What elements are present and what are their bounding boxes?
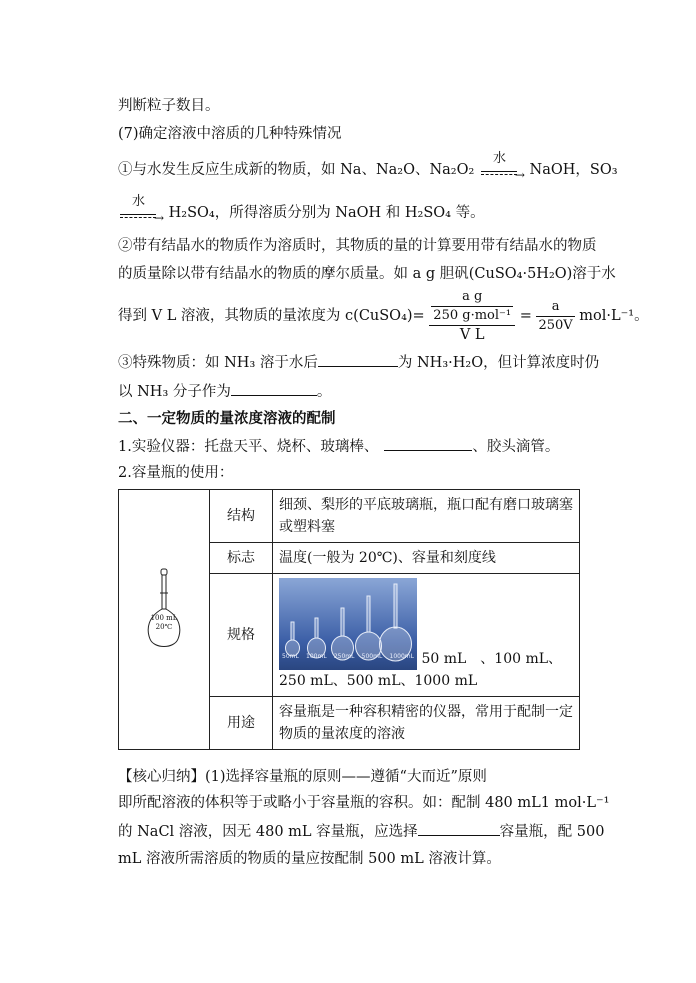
- flask-illustration-cell: [119, 490, 210, 750]
- text: ①与水发生反应生成新的物质，如 Na、Na₂O、Na₂O₂: [118, 162, 475, 178]
- paragraph-fill-2: [118, 381, 331, 402]
- row-label: 规格: [210, 574, 273, 697]
- answer-blank[interactable]: [418, 821, 500, 836]
- text: NaOH，SO₃: [529, 162, 618, 178]
- fraction-simplified: [536, 298, 574, 335]
- text: 。: [316, 384, 332, 400]
- row-content: 温度(一般为 20℃)、容量和刻度线: [273, 543, 580, 574]
- arrow-label: 水: [492, 151, 506, 166]
- row-label: 用途: [210, 697, 273, 750]
- answer-blank[interactable]: [231, 381, 317, 396]
- answer-blank[interactable]: [384, 436, 472, 451]
- text: 的 NaCl 溶液，因无 480 mL 容量瓶，应选择: [118, 824, 418, 840]
- photo-label: 100mL: [306, 653, 327, 660]
- inner-denominator: 250 g·mol⁻¹: [433, 308, 512, 323]
- arrow-label: 水: [132, 194, 146, 209]
- answer-blank[interactable]: [318, 352, 398, 367]
- paragraph: 2.容量瓶的使用：: [118, 465, 234, 481]
- fraction-numerator: [429, 288, 515, 326]
- fraction-numerator: a: [536, 298, 574, 317]
- text: 1.实验仪器：托盘天平、烧杯、玻璃棒、: [118, 439, 379, 455]
- paragraph-reaction-2: [118, 194, 485, 225]
- text: 容量瓶，配 500: [499, 824, 605, 840]
- equals-sign: =: [519, 308, 532, 324]
- photo-label: 500mL: [361, 653, 383, 660]
- fraction-denominator: 250V: [538, 317, 573, 333]
- photo-label: 250mL: [333, 653, 355, 660]
- paragraph: ②带有结晶水的物质作为溶质时，其物质的量的计算要用带有结晶水的物质: [118, 238, 597, 254]
- section-heading: 二、一定物质的量浓度溶液的配制: [118, 411, 336, 427]
- paragraph-fill-1: [118, 352, 599, 373]
- arrow-head-icon: →: [514, 168, 525, 182]
- paragraph: 【核心归纳】(1)选择容量瓶的原则——遵循“大而近”原则: [118, 769, 487, 785]
- row-content: 50 mL 、100 mL、250 mL、500 mL、1000 mL: [279, 651, 563, 689]
- volumetric-flask-table: [118, 489, 580, 750]
- unit: mol·L⁻¹。: [579, 308, 649, 324]
- row-content: 容量瓶是一种容积精密的仪器，常用于配制一定物质的量浓度的溶液: [273, 697, 580, 750]
- text: 以 NH₃ 分子作为: [118, 384, 231, 400]
- paragraph-reaction-1: [118, 151, 618, 182]
- paragraph: 的质量除以带有结晶水的物质的摩尔质量。如 a g 胆矾(CuSO₄·5H₂O)溶于水: [118, 266, 616, 282]
- paragraph: 判断粒子数目。: [118, 98, 220, 114]
- text: 为 NH₃·H₂O，但计算浓度时仍: [397, 355, 600, 371]
- reaction-arrow: [118, 194, 164, 225]
- text: 得到 V L 溶液，其物质的量浓度为 c(CuSO₄)=: [118, 308, 425, 324]
- fraction-denominator: V L: [459, 327, 485, 343]
- paragraph-fill-4: [118, 821, 604, 842]
- table-row: [119, 490, 580, 543]
- paragraph: 即所配溶液的体积等于或略小于容量瓶的容积。如：配制 480 mL1 mol·L⁻¹: [118, 795, 610, 811]
- text: ③特殊物质：如 NH₃ 溶于水后: [118, 355, 318, 371]
- reaction-arrow: [479, 151, 525, 182]
- arrow-head-icon: →: [153, 211, 164, 225]
- row-label: 标志: [210, 543, 273, 574]
- row-content-specs: [273, 574, 580, 697]
- paragraph: (7)确定溶液中溶质的几种特殊情况: [118, 126, 342, 142]
- row-content: 细颈、梨形的平底玻璃瓶，瓶口配有磨口玻璃塞或塑料塞: [273, 490, 580, 543]
- photo-label: 1000mL: [389, 653, 414, 660]
- photo-labels: [282, 646, 414, 668]
- paragraph-fill-3: [118, 436, 559, 457]
- paragraph: mL 溶液所需溶质的物质的量应按配制 500 mL 溶液计算。: [118, 851, 501, 867]
- fraction-inner: [431, 288, 513, 325]
- volumetric-flask-icon: [144, 567, 184, 657]
- text: 、胶头滴管。: [472, 439, 560, 455]
- inner-numerator: a g: [431, 288, 513, 307]
- row-label: 结构: [210, 490, 273, 543]
- photo-label: 50mL: [282, 653, 299, 660]
- flasks-photo: [279, 578, 417, 670]
- text: H₂SO₄，所得溶质分别为 NaOH 和 H₂SO₄ 等。: [168, 205, 485, 221]
- arrow-bar: [120, 214, 156, 215]
- fraction-outer: [429, 288, 515, 344]
- arrow-bar: [481, 171, 517, 172]
- flask-label: 100 mL 20℃: [150, 614, 178, 631]
- paragraph-formula: [118, 288, 649, 344]
